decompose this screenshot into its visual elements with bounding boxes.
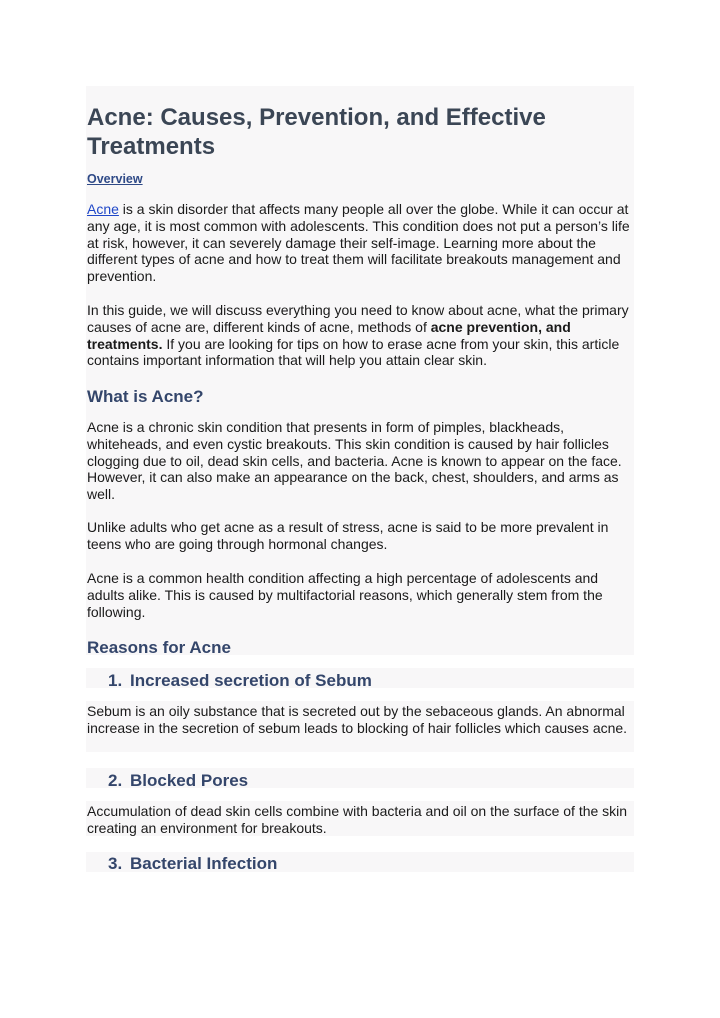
- guide-text-before: In this guide, we will discuss everything you need to know about acne, what the primary causes of acne are, different kinds of acne, methods of: [87, 302, 629, 335]
- reason-1-text: Sebum is an oily substance that is secreted out by the sebaceous glands. An abnormal increase in the secretion of sebum leads to blocking of hair follicles which causes acne.: [87, 703, 628, 736]
- guide-bold-text: acne prevention, and treatments.: [87, 318, 571, 352]
- reason-2-text: Accumulation of dead skin cells combine with bacteria and oil on the surface of the skin creating an environment for breakouts.: [87, 803, 628, 836]
- guide-text-after: If you are looking for tips on how to erase acne from your skin, this article contains important information that will help you attain clear skin.: [87, 335, 620, 369]
- what-paragraph-1: Acne is a chronic skin condition that presents in form of pimples, blackheads, whiteheads, and even cystic breakouts. This skin condition is caused by hair follicles clogging due to oil, dead skin cells, and bacteria. Acne is known to appear on the face. However, it can also make an appearance on the back, chest, shoulders, and arms as well.: [87, 419, 622, 503]
- reason-3-heading: [108, 853, 277, 874]
- guide-paragraph: [87, 302, 633, 369]
- overview-heading: [87, 172, 143, 186]
- acne-link[interactable]: Acne: [87, 201, 119, 217]
- reason-2-heading: [108, 770, 248, 791]
- reason-2-number: 2.: [108, 771, 123, 790]
- reason-1-title: Increased secretion of Sebum: [130, 671, 372, 690]
- what-paragraph-2: Unlike adults who get acne as a result of stress, acne is said to be more prevalent in teens who are going through hormonal changes.: [87, 519, 609, 552]
- intro-paragraph: [87, 201, 633, 285]
- article-title: Acne: Causes, Prevention, and Effective Treatments: [87, 104, 546, 160]
- reason-2-title: Blocked Pores: [130, 771, 249, 790]
- reason-3-title: Bacterial Infection: [130, 854, 278, 873]
- reason-3-number: 3.: [108, 854, 123, 873]
- reason-1-number: 1.: [108, 671, 123, 690]
- what-paragraph-3: Acne is a common health condition affecting a high percentage of adolescents and adults alike. This is caused by multifactorial reasons, which generally stem from the following.: [87, 570, 603, 620]
- reasons-heading: Reasons for Acne: [87, 638, 231, 657]
- intro-text: is a skin disorder that affects many people all over the globe. While it can occur at any age, it is most common with adolescents. This condition does not put a person’s life at risk, however, it can severely damage their self-image. Learning more about the different types of acne and how to treat them will facilitate breakouts management and prevention.: [87, 201, 630, 285]
- what-is-acne-heading: What is Acne?: [87, 387, 204, 406]
- overview-link[interactable]: Overview: [87, 172, 143, 186]
- reason-1-heading: [108, 670, 372, 691]
